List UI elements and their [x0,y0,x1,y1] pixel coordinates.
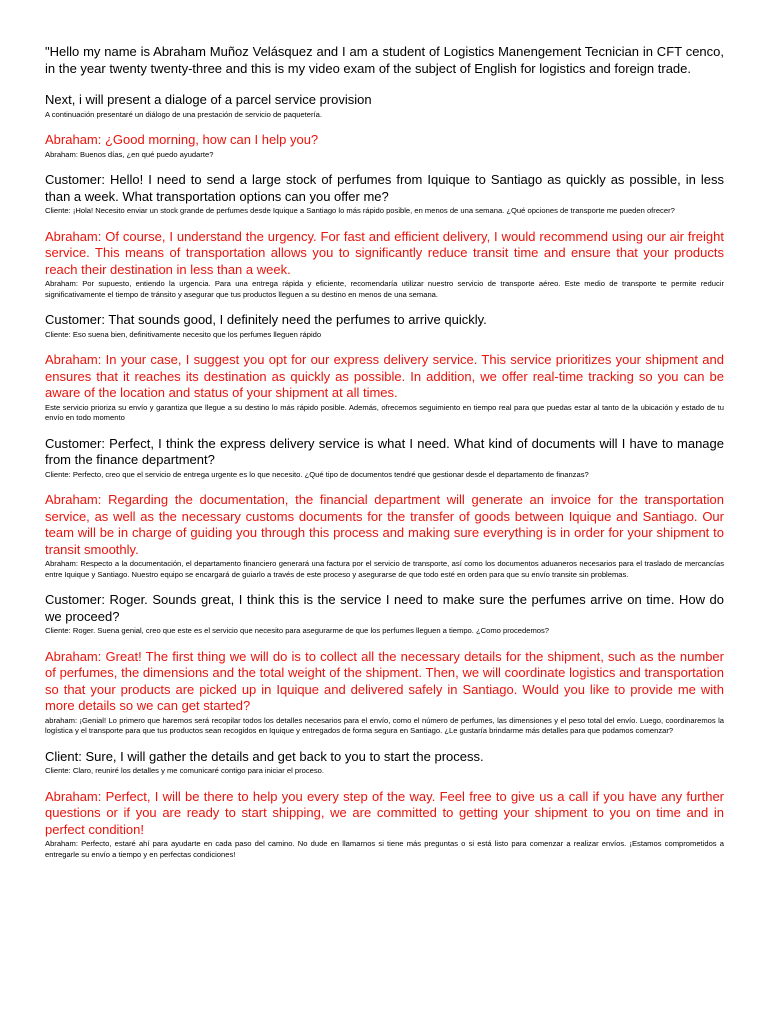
spanish-translation: Cliente: Perfecto, creo que el servicio de entrega urgente es lo que necesito. ¿Qué tipo de documentos tendré que gestionar desde el departamento de finanzas? [45,469,589,479]
dialogue-block [45,592,724,637]
english-line: Abraham: Great! The first thing we will do is to collect all the necessary details for the shipment, such as the number of perfumes, the dimensions and the total weight of the shipment. Then, we will coordinate logistics and transportation so that your products are picked up in Iquique and delivered safely in Santiago. Would you like to provide me with more details so we can get started? [45,648,724,713]
english-line: Abraham: ¿Good morning, how can I help you? [45,132,319,147]
english-line: Customer: Hello! I need to send a large stock of perfumes from Iquique to Santiago as quickly as possible, in less than a week. What transportation options can you offer me? [45,172,724,204]
dialogue-block [45,352,724,424]
english-line: Abraham: In your case, I suggest you opt for our express delivery service. This service prioritizes your shipment and ensures that it reaches its destination as quickly as possible. In addition, we offer real-time tracking so you can be aware of the location and status of your shipment at all times. [45,352,724,400]
spanish-translation: abraham: ¡Genial! Lo primero que haremos será recopilar todos los detalles necesarios para el envío, como el número de perfumes, las dimensiones y el peso total del envío. Luego, coordinaremos la logística y el transporte para que tus productos sean recogidos en Iquique y entregados de forma segura en Santiago. ¿Le gustaría brindarme más detalles para que podamos comenzar? [45,715,724,735]
dialogue-block [45,172,724,217]
english-line: Next, i will present a dialoge of a parcel service provision [45,92,372,107]
english-line: Abraham: Regarding the documentation, the financial department will generate an invoice for the transportation service, as well as the necessary customs documents for the transfer of goods between Iquique and Santiago. Our team will be in charge of guiding you through this process and making sure everything is in order for your shipment to transit smoothly. [45,492,724,557]
dialogue-block [45,436,724,481]
spanish-translation: Cliente: Claro, reuniré los detalles y me comunicaré contigo para iniciar el proceso. [45,766,324,775]
english-line: Customer: That sounds good, I definitely need the perfumes to arrive quickly. [45,312,487,327]
english-line: Customer: Perfect, I think the express delivery service is what I need. What kind of documents will I have to manage from the finance department? [45,435,724,467]
dialogue-block [45,229,724,301]
spanish-translation: Cliente: ¡Hola! Necesito enviar un stock grande de perfumes desde Iquique a Santiago lo más rápido posible, en menos de una semana. ¿Qué opciones de transporte me pueden ofrecer? [45,206,675,215]
spanish-translation: Abraham: Perfecto, estaré ahí para ayudarte en cada paso del camino. No dude en llamarnos si tiene más preguntas o si está listo para comenzar a realizar envíos. ¡Estamos comprometidos a entregarle su envío a tiempo y en perfectas condiciones! [45,839,724,859]
spanish-translation: Abraham: Respecto a la documentación, el departamento financiero generará una factura por el servicio de transporte, así como los documentos aduaneros necesarios para el traslado de mercancías entre Iquique y Santiago. Nuestro equipo se encargará de guiarlo a través de este proceso y asegurarse de que todo esté en orden para que su envío transite sin problemas. [45,559,724,579]
english-line: Client: Sure, I will gather the details and get back to you to start the process. [45,748,484,764]
spanish-translation: Abraham: Por supuesto, entiendo la urgencia. Para una entrega rápida y eficiente, recomendaría utilizar nuestro servicio de transporte aéreo. Este medio de transporte te permite reducir significativamente el tiempo de tránsito y asegurar que tus productos lleguen a su destino en menos de una semana. [45,279,724,299]
spanish-translation: Cliente: Eso suena bien, definitivamente necesito que los perfumes lleguen rápido [45,329,322,339]
dialogue-block [45,789,724,861]
dialogue-block [45,649,724,737]
english-line: Customer: Roger. Sounds great, I think this is the service I need to make sure the perfumes arrive on time. How do we proceed? [45,592,724,624]
spanish-translation: Cliente: Roger. Suena genial, creo que este es el servicio que necesito para asegurarme de que los perfumes lleguen a tiempo. ¿Como procedemos? [45,626,550,635]
intro-paragraph: "Hello my name is Abraham Muñoz Velásquez and I am a student of Logistics Manengement Tecnician in CFT cenco, in the year twenty twenty-three and this is my video exam of the subject of English for logistics and foreign trade. [45,44,724,76]
spanish-translation: Abraham: Buenos días, ¿en qué puedo ayudarte? [45,149,214,159]
english-line: Abraham: Of course, I understand the urgency. For fast and efficient delivery, I would recommend using our air freight service. This means of transportation allows you to significantly reduce transit time and ensure that your products reach their destination in less than a week. [45,228,724,277]
dialogue-block [45,492,724,580]
dialogue-block [45,749,724,777]
dialogue-block [45,312,724,340]
spanish-translation: Este servicio prioriza su envío y garantiza que llegue a su destino lo más rápido posible. Además, ofrecemos seguimiento en tiempo real para que puedas estar al tanto de la ubicación y estado de tu envío en todo momento [45,402,724,422]
dialogue-block [45,132,724,160]
english-line: Abraham: Perfect, I will be there to help you every step of the way. Feel free to give us a call if you have any further questions or if you are ready to start shipping, we are committed to getting your shipment to you on time and in perfect condition! [45,788,724,837]
dialogue-block [45,92,724,120]
spanish-translation: A continuación presentaré un diálogo de una prestación de servicio de paquetería. [45,109,322,119]
